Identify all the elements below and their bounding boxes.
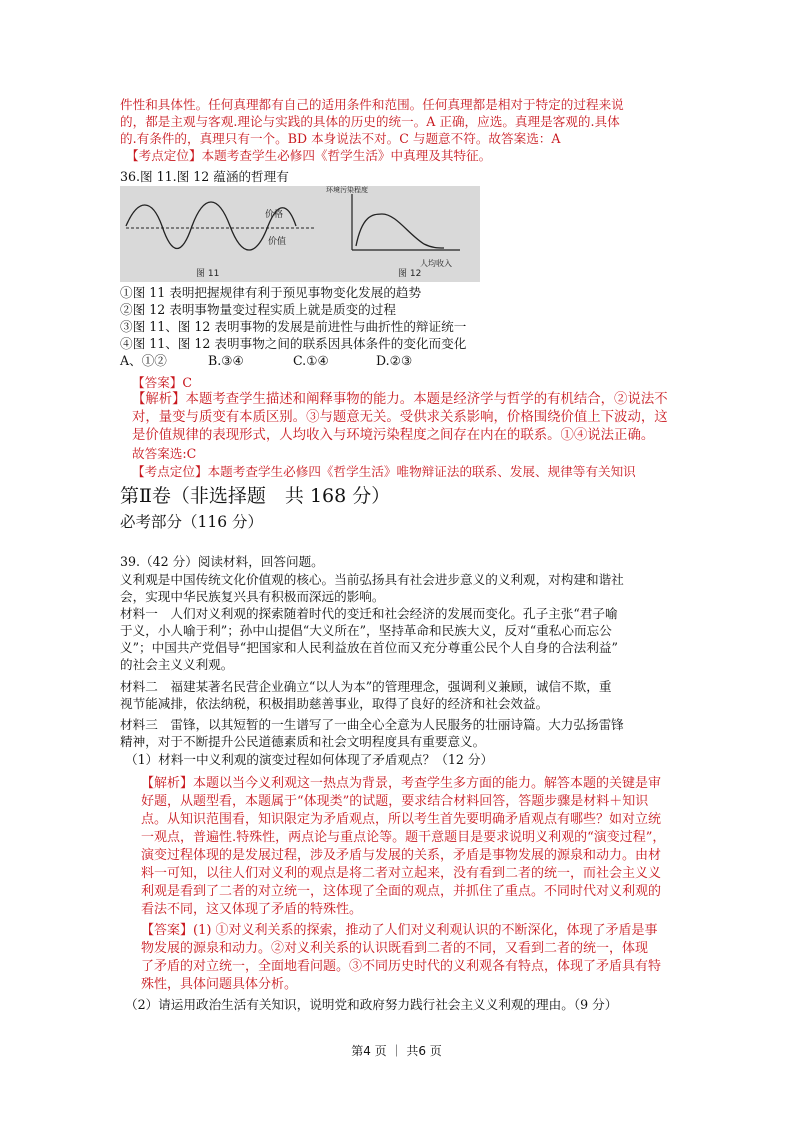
option-4: ④图 11、图 12 表明事物之间的联系因具体条件的变化而变化 <box>120 336 467 351</box>
section-subtitle: 必考部分（116 分） <box>120 513 264 531</box>
kaodian-36: 【考点定位】本题考查学生必修四《哲学生活》唯物辩证法的联系、发展、规律等有关知识 <box>132 464 636 479</box>
q39-body-line: 材料一 人们对义利观的探索随着时代的变迁和社会经济的发展而变化。孔子主张“君子喻 <box>120 606 618 621</box>
q39-body-line: 会，实现中华民族复兴具有积极而深远的影响。 <box>120 589 385 604</box>
q39-body-line: 义利观是中国传统文化价值观的核心。当前弘扬具有社会进步意义的义利观，对构建和谐社 <box>120 572 624 587</box>
kaodian-line: 【考点定位】本题考查学生必修四《哲学生活》中真理及其特征。 <box>126 148 492 163</box>
value-label: 价值 <box>268 237 287 247</box>
explanation-line: 的.有条件的，真理只有一个。BD 本身说法不对。C 与题意不符。故答案选：A <box>120 131 561 146</box>
analysis-39-line: 点。从知识范围看，知识限定为矛盾观点，所以考生首先要明确矛盾观点有哪些？如对立统 <box>141 812 662 827</box>
answer-39-line: 物发展的源泉和动力。②对义利关系的认识既看到二者的不同，又看到二者的统一，体现 <box>141 941 649 956</box>
analysis-39-line: 好题，从题型看，本题属于“体现类”的试题，要求结合材料回答，答题步骤是材料＋知识 <box>141 794 649 809</box>
analysis-36-line: 【解析】本题考查学生描述和阐释事物的能力。本题是经济学与哲学的有机结合，②说法不 <box>132 392 668 407</box>
answer-39-line: 了矛盾的对立统一，全面地看问题。③不同历史时代的义利观各有特点，体现了矛盾具有特 <box>141 959 662 974</box>
q39-sub-question-2: （2）请运用政治生活有关知识，说明党和政府努力践行社会主义义利观的理由。（9 分） <box>125 997 618 1012</box>
q39-body-line: 义”；中国共产党倡导“把国家和人民利益放在首位而又充分尊重公民个人自身的合法利益” <box>120 640 618 655</box>
analysis-36-line: 对，量变与质变有本质区别。③与题意无关。受供求关系影响，价格围绕价值上下波动，这 <box>132 410 668 425</box>
section-title: 第Ⅱ卷（非选择题 共 168 分） <box>120 485 391 507</box>
q39-body-line: 材料二 福建某著名民营企业确立“以人为本”的管理理念，强调利义兼顾，诚信不欺，重 <box>120 679 612 694</box>
question-36-stem: 36.图 11.图 12 蕴涵的哲理有 <box>120 169 289 184</box>
choice-c: C.①④ <box>293 353 329 368</box>
q39-body-line: 于义，小人喻于利”；孙中山提倡“大义所在”，坚持革命和民族大义，反对“重私心而忘公 <box>120 623 612 638</box>
analysis-39-line: 【解析】本题以当今义利观这一热点为背景，考查学生多方面的能力。解答本题的关键是审 <box>141 776 662 791</box>
q39-body-line: 精神，对于不断提升公民道德素质和社会文明程度具有重要意义。 <box>120 734 486 749</box>
analysis-39-line: 看法不同，这又体现了矛盾的特殊性。 <box>141 902 363 917</box>
price-label: 价格 <box>265 210 284 220</box>
figure-11-12 <box>120 186 480 282</box>
q39-body-line: 材料三 雷锋，以其短暂的一生谱写了一曲全心全意为人民服务的壮丽诗篇。大力弘扬雷锋 <box>120 717 624 732</box>
fig12-y-label: 环境污染程度 <box>326 186 368 194</box>
option-1: ①图 11 表明把握规律有利于预见事物变化发展的趋势 <box>120 285 422 300</box>
analysis-39-line: 利观是看到了二者的对立统一，这体现了全面的观点，并抓住了重点。不同时代对义利观的 <box>141 884 662 899</box>
analysis-39-line: 一观点，普遍性.特殊性，两点论与重点论等。题干意题目是要求说明义利观的“演变过程”， <box>141 830 666 845</box>
answer-36: 【答案】C <box>132 375 193 390</box>
choice-b: B.③④ <box>208 353 244 368</box>
page-footer: 第4 页 ｜ 共6 页 <box>351 1044 442 1058</box>
option-3: ③图 11、图 12 表明事物的发展是前进性与曲折性的辩证统一 <box>120 319 467 334</box>
answer-39-line: 【答案】(1) ①对义利关系的探索，推动了人们对义利观认识的不断深化，体现了矛盾是事 <box>141 923 658 938</box>
explanation-line: 的，都是主观与客观.理论与实践的具体的历史的统一。A 正确，应选。真理是客观的.具体 <box>120 114 620 129</box>
figure-12-caption: 图 12 <box>398 269 422 279</box>
q39-sub-question-1: （1）材料一中义利观的演变过程如何体现了矛盾观点？（12 分） <box>125 752 494 767</box>
figure-11-caption: 图 11 <box>196 269 220 279</box>
choice-d: D.②③ <box>376 353 413 368</box>
answer-39-line: 殊性，具体问题具体分析。 <box>141 977 298 992</box>
figure-svg <box>120 186 480 282</box>
analysis-39-line: 演变过程体现的是发展过程，涉及矛盾与发展的关系，矛盾是事物发展的源泉和动力。由材 <box>141 848 662 863</box>
analysis-36-line: 故答案选:C <box>132 446 197 461</box>
pollution-curve <box>356 214 444 248</box>
analysis-36-line: 是价值规律的表现形式，人均收入与环境污染程度之间存在内在的联系。①④说法正确。 <box>132 428 655 443</box>
choice-a: A、①② <box>120 353 167 368</box>
q39-body-line: 的社会主义义利观。 <box>120 657 234 672</box>
option-2: ②图 12 表明事物量变过程实质上就是质变的过程 <box>120 302 396 317</box>
analysis-39-line: 料一可知，以往人们对义利的观点是将二者对立起来，没有看到二者的统一，而社会主义义 <box>141 866 662 881</box>
fig12-x-label: 人均收入 <box>420 259 452 268</box>
question-39-stem: 39.（42 分）阅读材料，回答问题。 <box>120 554 324 569</box>
explanation-line: 件性和具体性。任何真理都有自己的适用条件和范围。任何真理都是相对于特定的过程来说 <box>120 97 624 112</box>
q39-body-line: 视节能减排，依法纳税，积极捐助慈善事业，取得了良好的经济和社会效益。 <box>120 696 549 711</box>
